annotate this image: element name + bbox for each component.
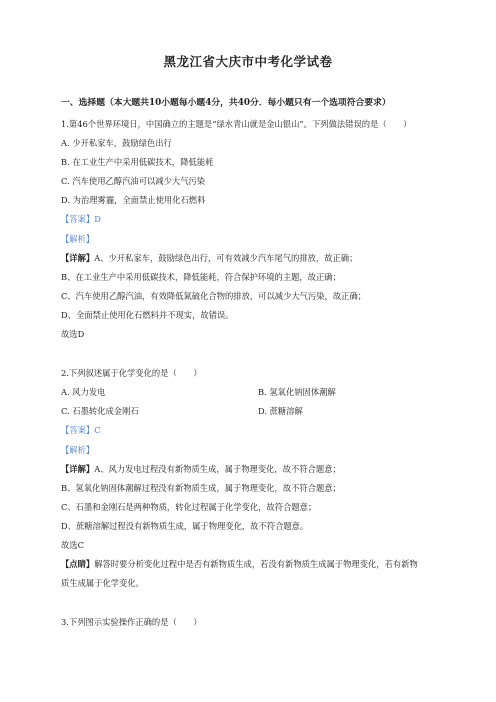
q2-detail-1: 【详解】A、风力发电过程没有新物质生成，属于物理变化，故不符合题意； xyxy=(61,464,341,474)
q2-detail-tag: 【详解】 xyxy=(61,464,95,474)
q1-detail-tag: 【详解】 xyxy=(61,253,95,263)
q2-detail-4: D、蔗糖溶解过程没有新物质生成，属于物理变化，故不符合题意。 xyxy=(61,521,309,531)
q2-comment-1: 【点睛】解答时要分析变化过程中是否有新物质生成，若没有新物质生成属于物理变化，若有新物 xyxy=(61,559,418,569)
q2-analysis-tag: 【解析】 xyxy=(61,445,95,455)
q1-detail-3: C、汽车使用乙醇汽油，有效降低氮硫化合物的排放，可以减少大气污染，故正确； xyxy=(61,291,367,301)
q1-option-b: B. 在工业生产中采用低碳技术，降低能耗 xyxy=(61,157,214,167)
q2-conclusion: 故选C xyxy=(61,540,84,550)
q2-option-b: B. 氢氧化钠固体潮解 xyxy=(258,387,336,397)
q2-detail-3: C、石墨和金刚石是两种物质，转化过程属于化学变化，故符合题意； xyxy=(61,502,317,512)
q2-option-c: C. 石墨转化成金刚石 xyxy=(61,406,139,416)
q2-comment-2: 质生成属于化学变化。 xyxy=(61,578,144,588)
q1-detail-1: 【详解】A、少开私家车，鼓励绿色出行，可有效减少汽车尾气的排放，故正确； xyxy=(61,253,358,263)
document-title: 黑龙江省大庆市中考化学试卷 xyxy=(163,54,333,69)
q3-stem: 3.下列图示实验操作正确的是（ ） xyxy=(61,617,202,627)
q1-option-a: A. 少开私家车，鼓励绿色出行 xyxy=(61,138,172,148)
q1-answer: 【答案】D xyxy=(61,214,101,224)
q1-option-d: D. 为治理雾霾，全面禁止使用化石燃料 xyxy=(61,195,206,205)
q1-conclusion: 故选D xyxy=(61,329,85,339)
q1-analysis-tag: 【解析】 xyxy=(61,234,95,244)
q2-comment-tag: 【点睛】 xyxy=(61,559,95,569)
q1-stem: 1.第46个世界环境日，中国确立的主题是“绿水青山就是金山银山”。下列做法错误的是（ ） xyxy=(61,119,412,129)
q2-detail-2: B、氢氧化钠固体潮解过程没有新物质生成，属于物理变化，故不符合题意； xyxy=(61,483,341,493)
q1-detail-4: D、全面禁止使用化石燃料并不现实，故错误。 xyxy=(61,310,234,320)
q2-option-a: A. 风力发电 xyxy=(61,387,106,397)
q1-option-c: C. 汽车使用乙醇汽油可以减少大气污染 xyxy=(61,176,206,186)
q1-detail-2: B、在工业生产中采用低碳技术，降低能耗，符合保护环境的主题，故正确； xyxy=(61,272,341,282)
q2-answer: 【答案】C xyxy=(61,425,101,435)
q2-stem: 2.下列叙述属于化学变化的是（ ） xyxy=(61,368,202,378)
q2-option-d: D. 蔗糖溶解 xyxy=(258,406,303,416)
section-heading: 一、选择题（本大题共10小题每小题4分，共40分．每小题只有一个选项符合要求） xyxy=(61,98,391,108)
